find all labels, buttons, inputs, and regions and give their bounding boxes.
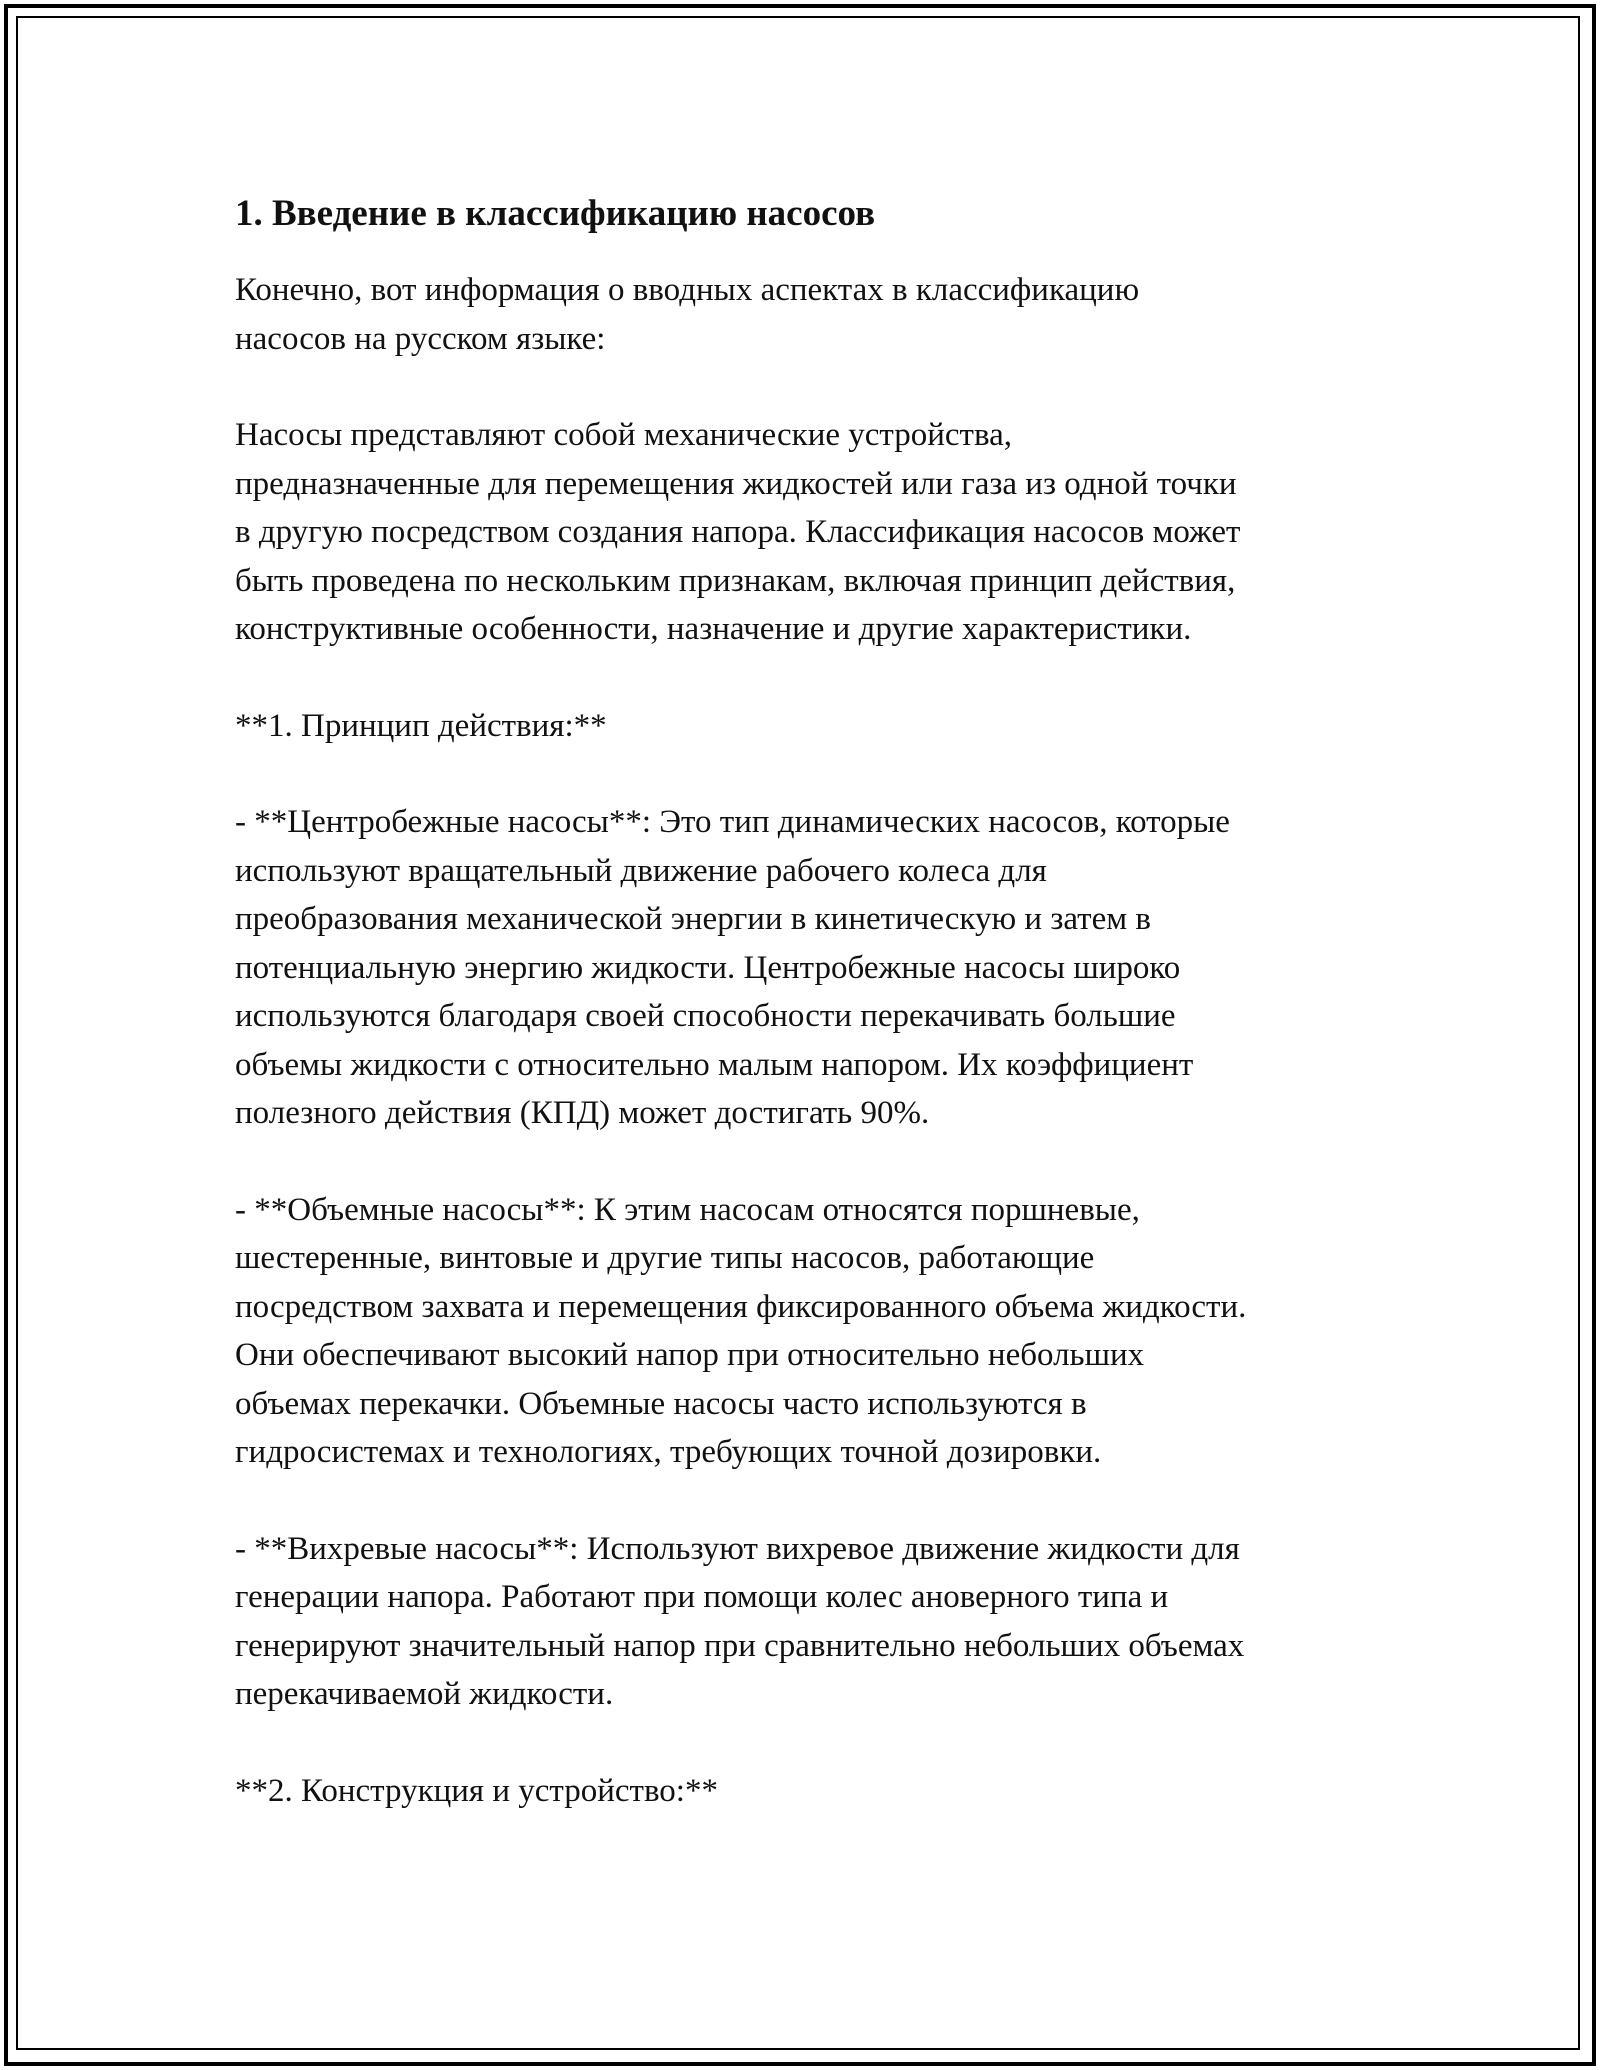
section-heading-principle: **1. Принцип действия:**	[235, 707, 607, 744]
definition-paragraph: Насосы представляют собой механические устройства, предназначенные для перемещения жидкостей или газа из одной точки в другую посредством создания напора. Классификация насосов может быть проведена по нескольким признакам, включая принцип действия, конструктивные особенности, назначение и другие характеристики.	[235, 417, 1241, 647]
intro-paragraph: Конечно, вот информация о вводных аспектах в классификацию насосов на русском языке:	[235, 272, 1140, 357]
list-item-vortex: - **Вихревые насосы**: Используют вихревое движение жидкости для генерации напора. Работают при помощи колес ановерного типа и генерируют значительный напор при сравнительно небольших объемах перекачиваемой жидкости.	[235, 1530, 1245, 1712]
document-title: 1. Введение в классификацию насосов	[235, 193, 876, 234]
list-item-centrifugal: - **Центробежные насосы**: Это тип динамических насосов, которые используют вращательный движение рабочего колеса для преобразования механической энергии в кинетическую и затем в потенциальную энергию жидкости. Центробежные насосы широко используются благодаря своей способности перекачивать большие объемы жидкости с относительно малым напором. Их коэффициент полезного действия (КПД) может достигать 90%.	[235, 804, 1230, 1131]
document-body	[235, 180, 1375, 1863]
list-item-volumetric: - **Объемные насосы**: К этим насосам относятся поршневые, шестеренные, винтовые и другие типы насосов, работающие посредством захвата и перемещения фиксированного объема жидкости. Они обеспечивают высокий напор при относительно небольших объемах перекачки. Объемные насосы часто используются в гидросистемах и технологиях, требующих точной дозировки.	[235, 1191, 1247, 1470]
section-heading-construction: **2. Конструкция и устройство:**	[235, 1772, 718, 1809]
